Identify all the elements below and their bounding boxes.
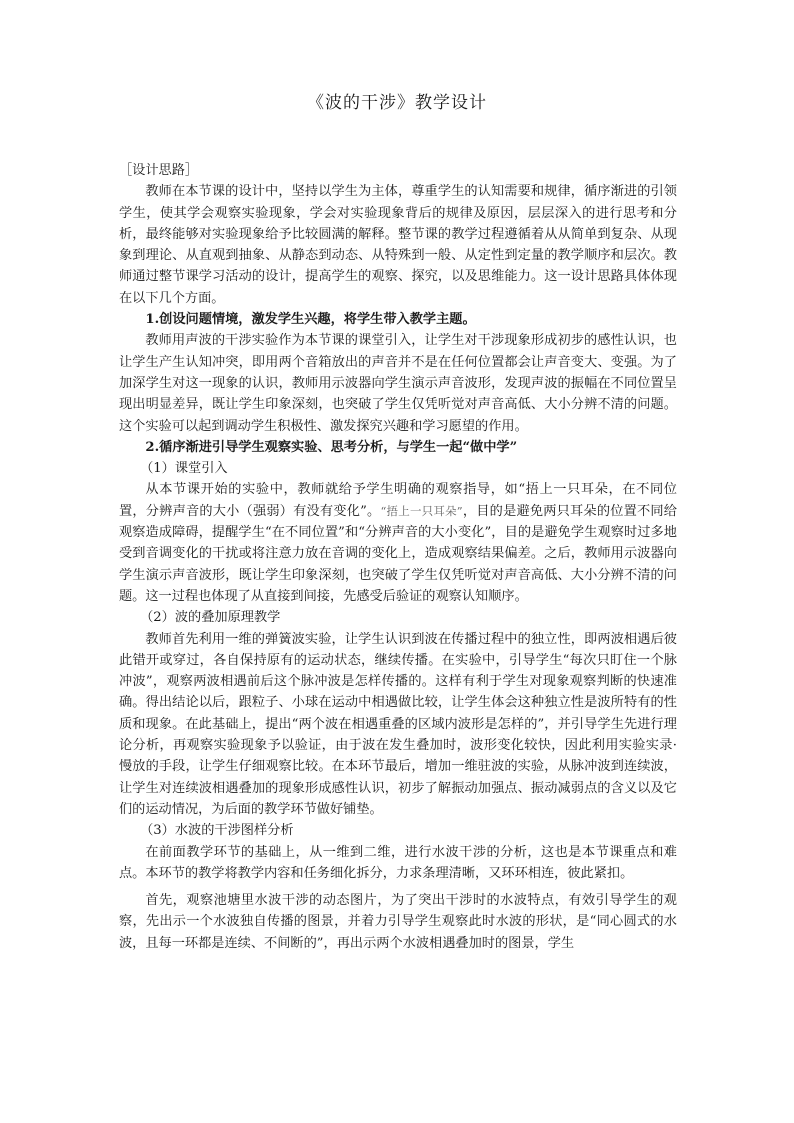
subsection-3-paragraph: 在前面教学环节的基础上，从一维到二维，进行水波干涉的分析，这也是本节课重点和难点。本环节的教学将教学内容和任务细化拆分，力求条理清晰，又环环相连，彼此紧扣。 (119, 844, 677, 881)
subsection-1-text-a: 从本节课开始的实验中，教师就给予学生明确的观察指导，如“捂上一只耳朵，在不同位置，分辨声音的大小（强弱）有没有变化”。 (119, 482, 677, 519)
subheading-2: （2）波的叠加原理教学 (140, 610, 281, 626)
subsection-1-text-b: ，目的是避免两只耳朵的位置不同给观察造成障碍，提醒学生“在不同位置”和“分辨声音的大小变化”，目的是避免学生观察时过多地受到音调变化的干扰或将注意力放在音调的变化上，造成观察结果偏差。之后，教师用示波器向学生演示声音波形，既让学生印象深刻，也突破了学生仅凭听觉对声音高低、大小分辨不清的问题。这一过程也体现了从直接到间接，先感受后验证的观察认知顺序。 (119, 503, 677, 604)
subsection-2-paragraph: 教师首先利用一维的弹簧波实验，让学生认识到波在传播过程中的独立性，即两波相遇后彼此错开或穿过，各自保持原有的运动状态，继续传播。在实验中，引导学生“每次只盯住一个脉冲波”，观察两波相遇前后这个脉冲波是怎样传播的。这样有利于学生对现象观察判断的快速准确。得出结论以后，跟粒子、小球在运动中相遇做比较，让学生体会这种独立性是波所特有的性质和现象。在此基础上，提出“两个波在相遇重叠的区域内波形是怎样的”，并引导学生先进行理论分析，再观察实验现象予以验证，由于波在发生叠加时，波形变化较快，因此利用实验实录·慢放的手段，让学生仔细观察比较。在本环节最后，增加一维驻波的实验，从脉冲波到连续波，让学生对连续波相遇叠加的现象形成感性认识，初步了解振动加强点、振动减弱点的含义以及它们的运动情况，为后面的教学环节做好铺垫。 (119, 631, 677, 817)
subheading-3: （3）水波的干涉图样分析 (140, 823, 294, 839)
heading-2: 2.循序渐进引导学生观察实验、思考分析，与学生一起“做中学” (145, 439, 518, 455)
subsection-3-paragraph-2: 首先，观察池塘里水波干涉的动态图片，为了突出干涉时的水波特点，有效引导学生的观察，先出示一个水波独自传播的图景，并着力引导学生观察此时水波的形状，是“同心圆式的水波，且每一环都是连续、不间断的”，再出示两个水波相遇叠加时的图景，学生 (119, 893, 677, 951)
document-title: 《波的干涉》教学设计 (307, 93, 487, 113)
heading-1: 1.创设问题情境，激发学生兴趣，将学生带入教学主题。 (145, 312, 476, 328)
subsection-1-gray-quote: “捂上一只耳朵” (380, 503, 463, 518)
subheading-1: （1）课堂引入 (140, 461, 228, 477)
intro-paragraph: 教师在本节课的设计中，坚持以学生为主体，尊重学生的认知需要和规律，循序渐进的引领学生，使其学会观察实验现象，学会对实验现象背后的规律及原因，层层深入的进行思考和分析，最终能够对实验现象给予比较圆满的解释。整节课的教学过程遵循着从从简单到复杂、从现象到理论、从直观到抽象、从静态到动态、从特殊到一般、从定性到定量的教学顺序和层次。教师通过整节课学习活动的设计，提高学生的观察、探究，以及思维能力。这一设计思路具体体现在以下几个方面。 (119, 184, 677, 306)
subsection-1-paragraph (119, 479, 677, 607)
document-body (119, 160, 677, 954)
section-label: ［设计思路］ (119, 163, 199, 178)
paragraph-1: 教师用声波的干涉实验作为本节课的课堂引入，让学生对干涉现象形成初步的感性认识，也让学生产生认知冲突，即用两个音箱放出的声音并不是在任何位置都会让声音变大、变强。为了加深学生对这一现象的认识，教师用示波器向学生演示声音波形，发现声波的振幅在不同位置呈现出明显差异，既让学生印象深刻，也突破了学生仅凭听觉对声音高低、大小分辨不清的问题。这个实验可以起到调动学生积极性、激发探究兴趣和学习愿望的作用。 (119, 333, 677, 434)
